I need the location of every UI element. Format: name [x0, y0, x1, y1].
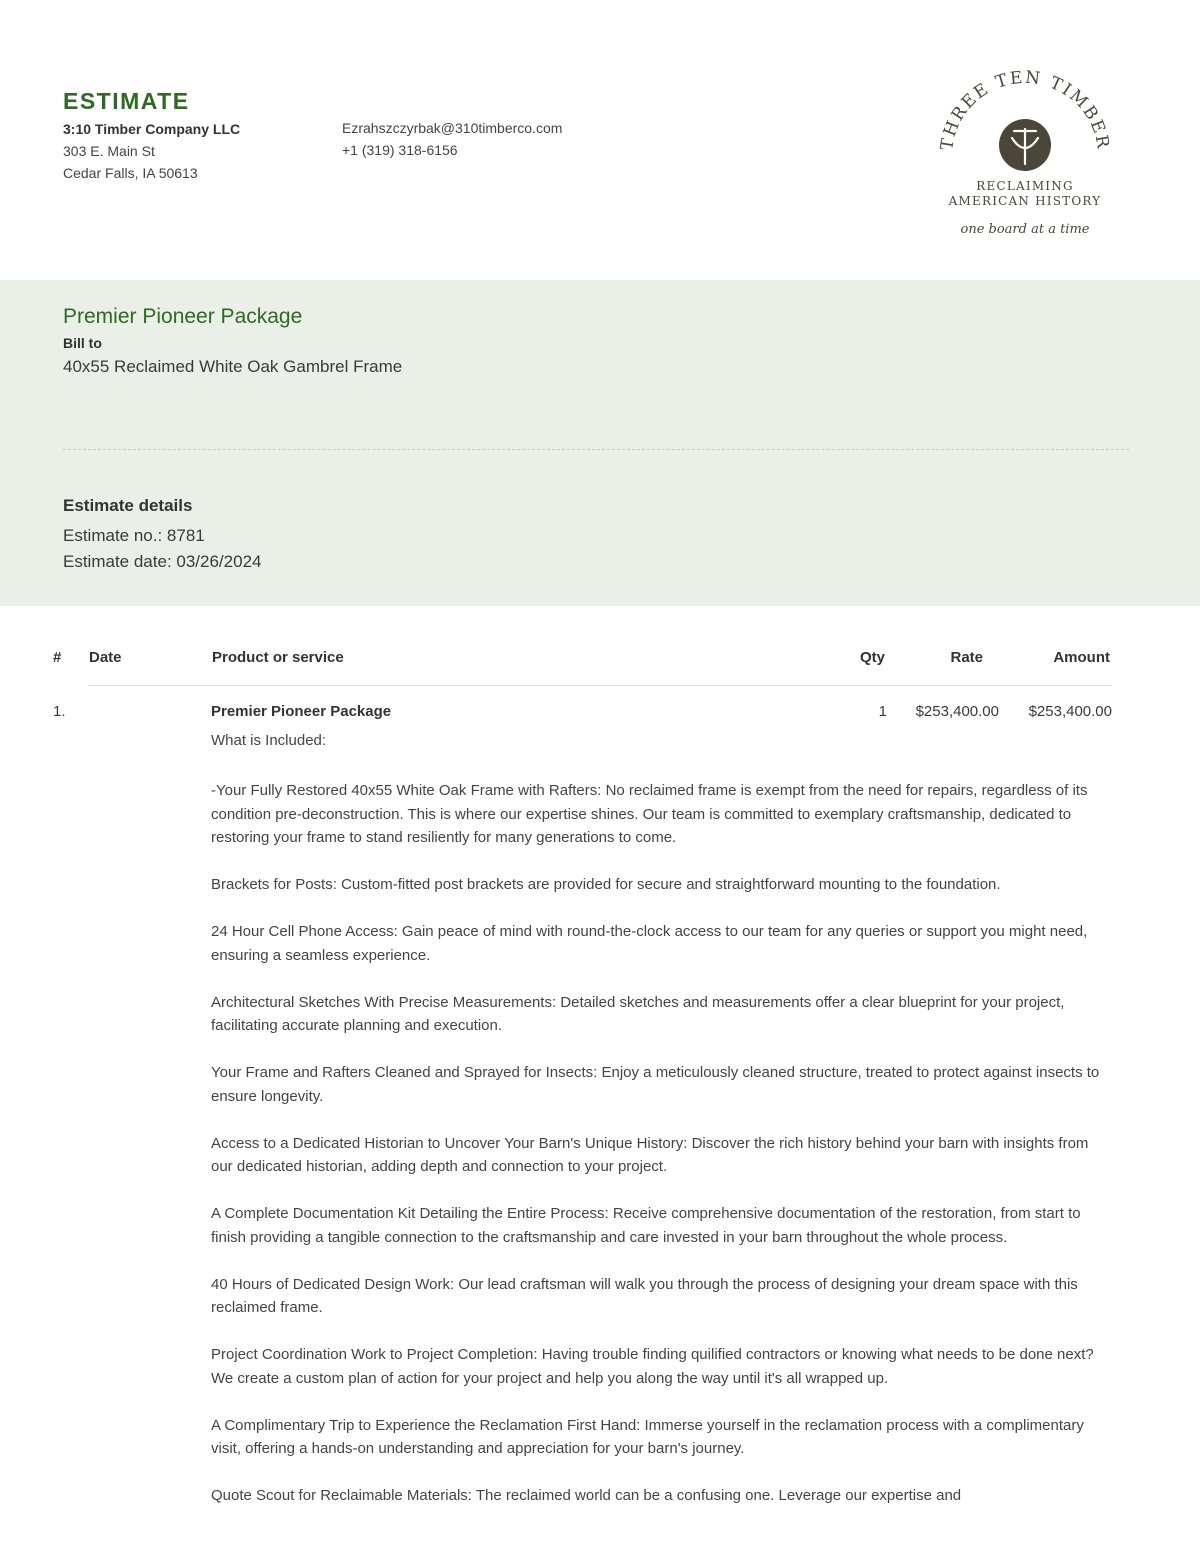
included-item: Access to a Dedicated Historian to Uncover Your Barn's Unique History: Discover the rich history behind your barn with insights from our dedicated historian, adding depth and connection to your project.: [211, 1134, 1089, 1175]
included-item: 40 Hours of Dedicated Design Work: Our lead craftsman will walk you through the process of designing your dream space with this reclaimed frame.: [211, 1275, 1078, 1316]
three-ten-timber-logo: [930, 68, 1120, 248]
table-header-rule: [88, 685, 1112, 686]
estimate-header: [0, 0, 1200, 280]
document-title: ESTIMATE: [63, 88, 190, 114]
package-title: Premier Pioneer Package: [63, 305, 303, 328]
row-product-name: Premier Pioneer Package: [211, 703, 392, 720]
column-header-amount: Amount: [1053, 649, 1110, 666]
column-header-product: Product or service: [212, 649, 344, 666]
logo-tagline: one board at a time: [960, 222, 1090, 237]
included-item: A Complimentary Trip to Experience the Reclamation First Hand: Immerse yourself in the reclamation process with a complimentary visit, offering a hands-on understanding and appreciation for your barn's journey.: [211, 1416, 1084, 1457]
included-item: Architectural Sketches With Precise Measurements: Detailed sketches and measurements offer a clear blueprint for your project, facilitating accurate planning and execution.: [211, 993, 1065, 1034]
column-header-number: #: [53, 649, 62, 666]
included-item: Your Frame and Rafters Cleaned and Sprayed for Insects: Enjoy a meticulously cleaned structure, treated to protect against insects to ensure longevity.: [211, 1064, 1100, 1105]
contact-email: Ezrahszczyrbak@310timberco.com: [342, 120, 563, 136]
logo-arc-text: THREE TEN TIMBER: [937, 68, 1113, 152]
contact-phone: +1 (319) 318-6156: [342, 142, 458, 158]
row-number: 1.: [53, 703, 66, 720]
estimate-date: Estimate date: 03/26/2024: [63, 552, 262, 571]
included-item: Quote Scout for Reclaimable Materials: The reclaimed world can be a confusing one. Leverage our expertise and: [211, 1487, 962, 1504]
logo-line1: RECLAIMING: [976, 179, 1074, 193]
logo-line2: AMERICAN HISTORY: [948, 194, 1102, 208]
column-header-qty: Qty: [859, 649, 885, 666]
row-amount: $253,400.00: [1028, 703, 1112, 720]
company-info: [63, 118, 240, 184]
company-address-line1: 303 E. Main St: [63, 143, 155, 159]
row-description-intro: What is Included:: [211, 732, 327, 749]
summary-divider: [63, 449, 1129, 450]
company-contact: [342, 117, 562, 161]
included-item: A Complete Documentation Kit Detailing the Entire Process: Receive comprehensive documentation of the restoration, from start to finish providing a tangible connection to the craftsmanship and care invested in your barn throughout the whole process.: [211, 1205, 1081, 1246]
estimate-details-title: Estimate details: [63, 496, 193, 515]
column-header-date: Date: [89, 649, 122, 666]
row-rate: $253,400.00: [915, 703, 999, 720]
bill-to-label: Bill to: [63, 335, 102, 351]
included-item: Brackets for Posts: Custom-fitted post brackets are provided for secure and straightforward mounting to the foundation.: [211, 876, 1001, 893]
row-description: [211, 779, 1111, 1531]
included-item: 24 Hour Cell Phone Access: Gain peace of mind with round-the-clock access to our team for any queries or support you might need, ensuring a seamless experience.: [211, 923, 1088, 964]
bill-to-value: 40x55 Reclaimed White Oak Gambrel Frame: [63, 357, 403, 376]
column-header-rate: Rate: [950, 649, 983, 666]
included-item: Project Coordination Work to Project Completion: Having trouble finding quilified contractors or knowing what needs to be done next? We create a custom plan of action for your project and help you along the way until it's all wrapped up.: [211, 1346, 1094, 1387]
estimate-number: Estimate no.: 8781: [63, 526, 205, 545]
company-name: 3:10 Timber Company LLC: [63, 121, 241, 137]
included-item: -Your Fully Restored 40x55 White Oak Frame with Rafters: No reclaimed frame is exempt from the need for repairs, regardless of its condition pre-deconstruction. This is where our expertise shines. Our team is committed to exemplary craftsmanship, dedicated to restoring your frame to stand resiliently for many generations to come.: [211, 782, 1088, 846]
company-address-line2: Cedar Falls, IA 50613: [63, 165, 198, 181]
row-qty: 1: [878, 703, 887, 720]
